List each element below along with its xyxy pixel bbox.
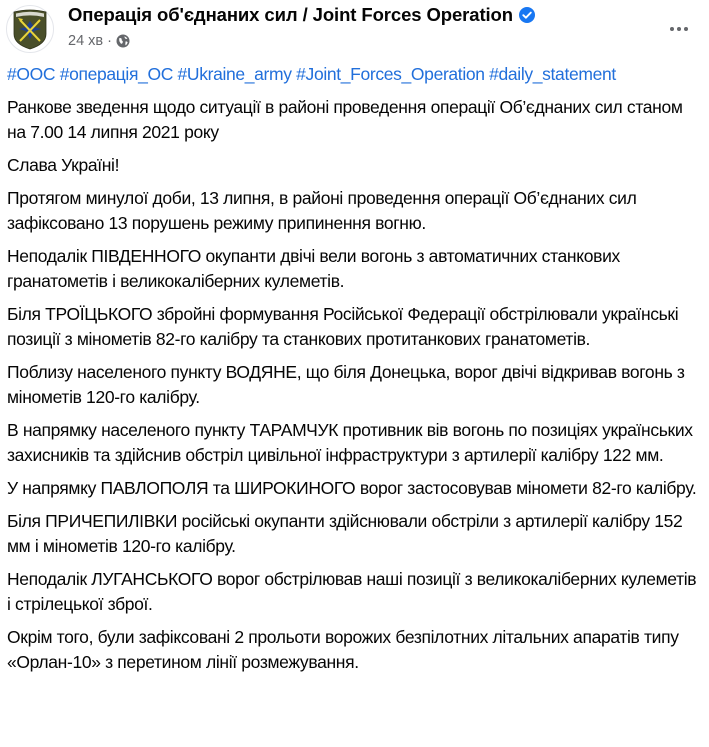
post-paragraph: Біля ТРОЇЦЬКОГО збройні формування Російської Федерації обстрілювали українські позиції з мінометів 82-го калібру та станкових протитанкових гранатометів. (7, 304, 679, 349)
globe-icon[interactable] (116, 34, 130, 48)
hashtag-link[interactable]: #операція_ОС (59, 64, 174, 84)
post-meta (68, 33, 130, 49)
post-paragraph: Окрім того, були зафіксовані 2 прольоти ворожих безпілотних літальних апаратів типу «Орлан-10» з перетином лінії розмежування. (7, 627, 679, 672)
hashtag-link[interactable]: #Joint_Forces_Operation (296, 64, 485, 84)
post-paragraph: У напрямку ПАВЛОПОЛЯ та ШИРОКИНОГО ворог застосовував міномети 82-го калібру. (7, 478, 697, 498)
page-name-link[interactable]: Операція об'єднаних сил / Joint Forces Operation (68, 4, 513, 25)
post-paragraph: Біля ПРИЧЕПИЛІВКИ російські окупанти здійснювали обстріли з артилерії калібру 152 мм і мінометів 120-го калібру. (7, 511, 683, 556)
hashtag-link[interactable]: #Ukraine_army (177, 64, 292, 84)
post-paragraph: Протягом минулої доби, 13 липня, в районі проведення операції Об’єднаних сил зафіксовано 13 порушень режиму припинення вогню. (7, 188, 637, 233)
hashtag-link[interactable]: #ООС (7, 64, 56, 84)
more-dot (670, 27, 674, 31)
post-paragraph: Поблизу населеного пункту ВОДЯНЕ, що біля Донецька, ворог двічі відкривав вогонь з мінометів 120-го калібру. (7, 362, 685, 407)
more-dot (684, 27, 688, 31)
more-options-icon[interactable] (664, 20, 694, 38)
page-name-row (68, 4, 535, 26)
hashtag-list (7, 62, 703, 87)
page-avatar[interactable] (6, 5, 54, 53)
post-header (0, 0, 709, 60)
more-dot (677, 27, 681, 31)
post-paragraph: Неподалік ПІВДЕННОГО окупанти двічі вели вогонь з автоматичних станкових гранатометів і великокаліберних кулеметів. (7, 246, 620, 291)
post-paragraph-title: Ранкове зведення щодо ситуації в районі проведення операції Об’єднаних сил станом на 7.00 14 липня 2021 року (7, 97, 683, 142)
joint-forces-emblem-icon (11, 8, 49, 50)
post-paragraph: Неподалік ЛУГАНСЬКОГО ворог обстрілював наші позиції з великокаліберних кулеметів і стрілецької зброї. (7, 569, 697, 614)
post-timestamp-link[interactable]: 24 хв (68, 33, 104, 49)
meta-separator: · (107, 33, 112, 49)
post-paragraph: В напрямку населеного пункту ТАРАМЧУК противник вів вогонь по позиціях українських захисників та здійснив обстріл цивільної інфраструктури з артилерії калібру 122 мм. (7, 420, 693, 465)
post-body (7, 62, 703, 683)
hashtag-link[interactable]: #daily_statement (489, 64, 616, 84)
post-paragraph-greeting: Слава Україні! (7, 155, 120, 175)
verified-badge-icon (519, 7, 535, 23)
